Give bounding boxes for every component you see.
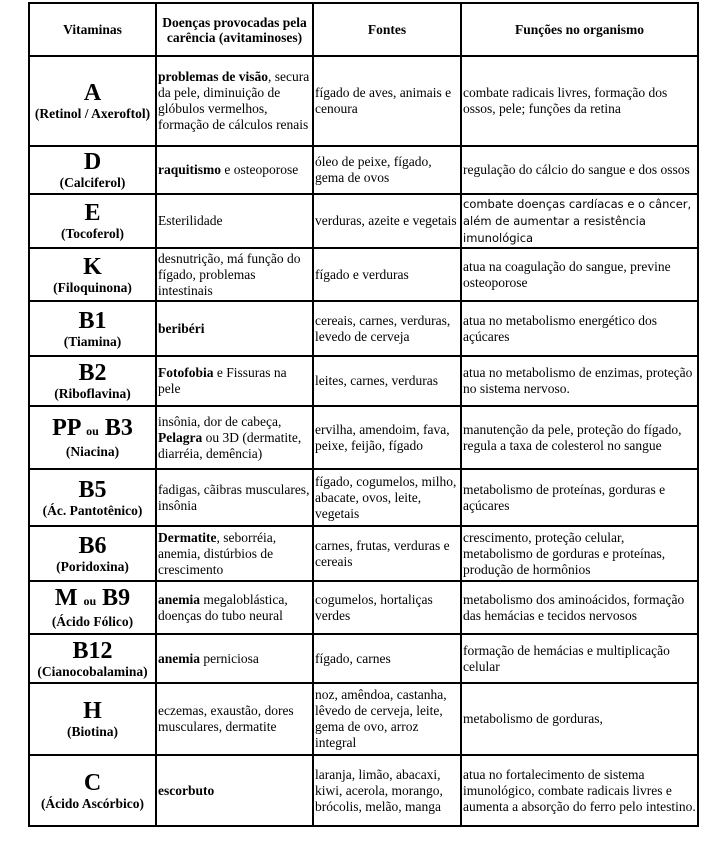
- disease-main: beribéri: [158, 320, 205, 336]
- header-funcoes: Funções no organismo: [461, 3, 698, 56]
- vitamin-cell: [29, 581, 156, 634]
- vitamin-letter: [31, 200, 154, 226]
- functions-cell: formação de hemácias e multiplicação celular: [461, 634, 698, 683]
- vitamin-letter: [31, 477, 154, 503]
- disease-cell: [156, 406, 313, 469]
- vitamin-code: H: [83, 698, 102, 724]
- vitamin-row: [29, 683, 698, 755]
- vitamin-code: M: [54, 585, 78, 611]
- vitamin-cell: [29, 755, 156, 826]
- vitamin-cell: [29, 146, 156, 194]
- disease-cell: [156, 301, 313, 356]
- disease-text-rest: e Fissuras na pele: [158, 365, 287, 396]
- vitamin-row: [29, 194, 698, 248]
- vitamin-chemical-name: (Tiamina): [63, 333, 122, 349]
- vitamin-code: B1: [78, 307, 107, 334]
- vitamin-letter: [31, 638, 154, 664]
- vitamins-table: [28, 2, 699, 827]
- disease-text-rest: ou 3D (dermatite, diarréia, demência): [158, 429, 302, 461]
- vitamin-code: K: [83, 253, 102, 280]
- vitamin-letter: [31, 698, 154, 724]
- functions-cell: metabolismo de proteínas, gorduras e açúcares: [461, 469, 698, 526]
- vitamin-code: B6: [78, 532, 107, 559]
- vitamin-row: [29, 56, 698, 146]
- vitamin-cell: [29, 634, 156, 683]
- vitamin-row: [29, 755, 698, 826]
- vitamin-chemical-name: (Cianocobalamina): [37, 663, 148, 679]
- sources-cell: leites, carnes, verduras: [313, 356, 461, 406]
- sources-cell: óleo de peixe, fígado, gema de ovos: [313, 146, 461, 194]
- disease-main: escorbuto: [158, 782, 215, 798]
- vitamin-code: D: [83, 149, 102, 175]
- disease-text-rest: , seborréia, anemia, distúrbios de crescimento: [158, 529, 277, 577]
- vitamin-letter: [31, 254, 154, 280]
- vitamin-letter: [31, 585, 154, 614]
- disease-cell: [156, 56, 313, 146]
- sources-cell: verduras, azeite e vegetais: [313, 194, 461, 248]
- header-fontes: Fontes: [313, 3, 461, 56]
- vitamin-row: [29, 248, 698, 301]
- disease-cell: [156, 469, 313, 526]
- disease-text-rest: megaloblástica, doenças do tubo neural: [158, 591, 288, 623]
- vitamin-cell: [29, 469, 156, 526]
- vitamin-chemical-name: (Retinol / Axeroftol): [34, 106, 151, 121]
- sources-cell: fígado, carnes: [313, 634, 461, 683]
- sources-cell: fígado e verduras: [313, 248, 461, 301]
- disease-cell: [156, 526, 313, 581]
- disease-cell: [156, 356, 313, 406]
- disease-main: anemia: [158, 650, 200, 666]
- functions-cell: combate radicais livres, formação dos ossos, pele; funções da retina: [461, 56, 698, 146]
- vitamin-chemical-name: (Ácido Fólico): [51, 614, 134, 629]
- vitamin-code: B5: [78, 476, 107, 503]
- vitamin-cell: [29, 406, 156, 469]
- disease-text-rest: perniciosa: [200, 650, 259, 666]
- vitamin-cell: [29, 356, 156, 406]
- disease-cell: [156, 194, 313, 248]
- functions-cell: combate doenças cardíacas e o câncer, além de aumentar a resistência imunológica: [461, 194, 698, 248]
- disease-main: raquitismo: [158, 162, 222, 177]
- functions-cell: metabolismo dos aminoácidos, formação das hemácias e tecidos nervosos: [461, 581, 698, 634]
- disease-cell: [156, 581, 313, 634]
- sources-cell: cogumelos, hortaliças verdes: [313, 581, 461, 634]
- sources-cell: carnes, frutas, verduras e cereais: [313, 526, 461, 581]
- vitamin-letter: [31, 770, 154, 796]
- sources-cell: cereais, carnes, verduras, levedo de cerveja: [313, 301, 461, 356]
- disease-cell: [156, 146, 313, 194]
- vitamin-chemical-name: (Biotina): [66, 724, 118, 739]
- vitamin-letter: [31, 149, 154, 175]
- sources-cell: fígado, cogumelos, milho, abacate, ovos, leite, vegetais: [313, 469, 461, 526]
- vitamin-code: B2: [78, 360, 107, 386]
- vitamin-cell: [29, 194, 156, 248]
- vitamin-code: B12: [72, 637, 113, 664]
- functions-cell: regulação do cálcio do sangue e dos ossos: [461, 146, 698, 194]
- vitamin-letter: [31, 360, 154, 386]
- header-doencas: Doenças provocadas pela carência (avitaminoses): [156, 3, 313, 56]
- vitamin-or: ou: [86, 424, 99, 438]
- vitamin-cell: [29, 301, 156, 356]
- vitamin-letter: [31, 533, 154, 559]
- vitamin-row: [29, 146, 698, 194]
- vitamin-letter: [31, 308, 154, 334]
- vitamin-chemical-name: (Riboflavina): [54, 386, 131, 401]
- vitamin-chemical-name: (Poridoxina): [56, 558, 129, 574]
- vitamin-row: [29, 356, 698, 406]
- functions-cell: metabolismo de gorduras,: [461, 683, 698, 755]
- vitamin-row: [29, 469, 698, 526]
- vitamin-cell: [29, 526, 156, 581]
- vitamin-row: [29, 526, 698, 581]
- vitamin-cell: [29, 683, 156, 755]
- disease-text-rest: e osteoporose: [221, 162, 299, 177]
- vitamin-code: A: [83, 80, 102, 106]
- vitamin-cell: [29, 56, 156, 146]
- vitamin-chemical-name: (Tocoferol): [61, 226, 124, 241]
- disease-text: desnutrição, má função do fígado, problemas intestinais: [158, 250, 301, 298]
- disease-text: eczemas, exaustão, dores musculares, dermatite: [158, 703, 294, 734]
- vitamin-row: [29, 581, 698, 634]
- vitamin-chemical-name: (Ácido Ascórbico): [40, 795, 145, 811]
- vitamin-chemical-name: (Niacina): [65, 444, 120, 459]
- sources-cell: noz, amêndoa, castanha, lêvedo de cerveja, leite, gema de ovo, arroz integral: [313, 683, 461, 755]
- functions-cell: atua no fortalecimento de sistema imunológico, combate radicais livres e aumenta a absorção do ferro pelo intestino.: [461, 755, 698, 826]
- disease-text: insônia, dor de cabeça,: [158, 413, 282, 429]
- disease-cell: [156, 248, 313, 301]
- disease-main: Dermatite: [158, 529, 217, 545]
- vitamin-cell: [29, 248, 156, 301]
- disease-text: Esterilidade: [158, 213, 223, 228]
- functions-cell: atua no metabolismo de enzimas, proteção no sistema nervoso.: [461, 356, 698, 406]
- disease-main: Fotofobia: [158, 365, 214, 380]
- vitamin-code-alt: B3: [104, 415, 133, 441]
- functions-cell: manutenção da pele, proteção do fígado, regula a taxa de colesterol no sangue: [461, 406, 698, 469]
- disease-cell: [156, 755, 313, 826]
- header-vitaminas: Vitaminas: [29, 3, 156, 56]
- disease-main: anemia: [158, 591, 200, 607]
- sources-cell: fígado de aves, animais e cenoura: [313, 56, 461, 146]
- vitamin-row: [29, 301, 698, 356]
- vitamin-chemical-name: (Ác. Pantotênico): [42, 502, 143, 518]
- sources-cell: laranja, limão, abacaxi, kiwi, acerola, morango, brócolis, melão, manga: [313, 755, 461, 826]
- vitamin-row: [29, 406, 698, 469]
- vitamin-chemical-name: (Filoquinona): [53, 279, 132, 295]
- vitamin-code: C: [83, 769, 102, 796]
- vitamin-code: E: [84, 200, 101, 226]
- functions-cell: crescimento, proteção celular, metabolismo de gorduras e proteínas, produção de hormônios: [461, 526, 698, 581]
- vitamin-letter: [31, 80, 154, 106]
- functions-cell: atua na coagulação do sangue, previne osteoporose: [461, 248, 698, 301]
- vitamin-letter: [31, 415, 154, 444]
- sources-cell: ervilha, amendoim, fava, peixe, feijão, fígado: [313, 406, 461, 469]
- vitamin-row: [29, 634, 698, 683]
- disease-main: problemas de visão: [158, 69, 269, 84]
- vitamin-chemical-name: (Calciferol): [59, 175, 126, 190]
- vitamin-code-alt: B9: [102, 585, 131, 611]
- disease-cell: [156, 683, 313, 755]
- disease-text-rest: , secura da pele, diminuição de glóbulos vermelhos, formação de cálculos renais: [158, 69, 310, 132]
- disease-cell: [156, 634, 313, 683]
- functions-cell: atua no metabolismo energético dos açúcares: [461, 301, 698, 356]
- vitamin-or: ou: [83, 594, 97, 608]
- header-row: [29, 3, 698, 56]
- disease-main: Pelagra: [158, 429, 203, 445]
- disease-text: fadigas, cãibras musculares, insônia: [158, 481, 310, 513]
- vitamin-code: PP: [52, 415, 81, 441]
